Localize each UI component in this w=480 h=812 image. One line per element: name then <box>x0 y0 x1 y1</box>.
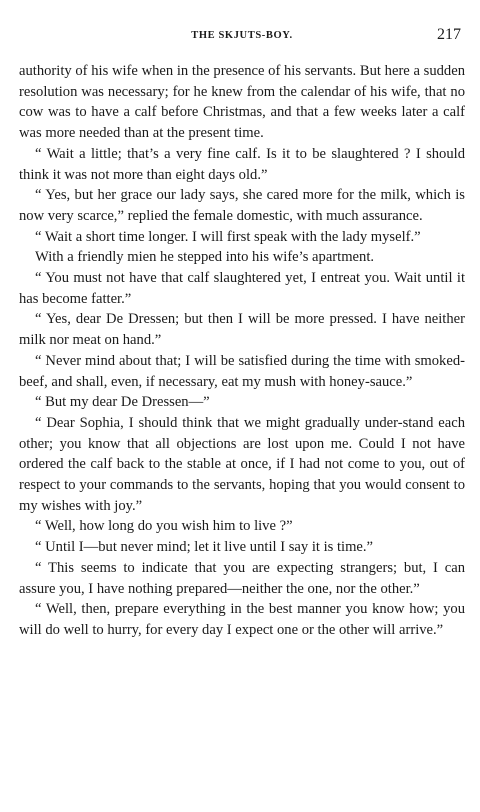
paragraph: “ But my dear De Dressen—” <box>35 394 210 411</box>
page-header <box>19 20 465 44</box>
paragraph: “ Wait a little; that’s a very fine calf. Is it to be slaughtered ? I should think it was not more than eight days old.” <box>19 145 465 183</box>
paragraph: With a friendly mien he stepped into his wife’s apartment. <box>35 249 375 266</box>
paragraph: “ Well, how long do you wish him to live ?” <box>35 518 293 535</box>
paragraph: authority of his wife when in the presence of his servants. But here a sudden resolution was necessary; for he knew from the calendar of his wife, that no cow was to have a calf before Christmas, and that a few weeks later a calf was more needed than at the present time. <box>19 63 465 142</box>
paragraph: “ Yes, dear De Dressen; but then I will be more pressed. I have neither milk nor meat on hand.” <box>19 311 465 349</box>
paragraph: “ You must not have that calf slaughtered yet, I entreat you. Wait until it has become fatter.” <box>19 270 465 307</box>
running-title: THE SKJUTS-BOY. <box>191 30 293 41</box>
paragraph: “ Never mind about that; I will be satisfied during the time with smoked-beef, and shall, even, if necessary, eat my mush with honey-sauce.” <box>19 352 465 390</box>
body-text <box>19 61 465 641</box>
paragraph: “ Until I—but never mind; let it live until I say it is time.” <box>35 539 374 556</box>
paragraph: “ Wait a short time longer. I will first speak with the lady myself.” <box>35 228 421 245</box>
paragraph: “ Dear Sophia, I should think that we might gradually under-stand each other; you know that all objections are lost upon me. Could I not have ordered the calf back to the stable at once, if I had not come to you, out of respect to your commands to the servants, hoping that you would consent to my wishes with joy.” <box>19 414 465 514</box>
paragraph: “ This seems to indicate that you are expecting strangers; but, I can assure you, I have nothing prepared—neither the one, nor the other.” <box>19 559 465 597</box>
book-page <box>19 20 465 641</box>
paragraph: “ Yes, but her grace our lady says, she cared more for the milk, which is now very scarce,” replied the female domestic, with much assurance. <box>19 187 465 224</box>
page-number: 217 <box>437 26 461 43</box>
paragraph: “ Well, then, prepare everything in the best manner you know how; you will do well to hurry, for every day I expect one or the other will arrive.” <box>19 601 465 638</box>
